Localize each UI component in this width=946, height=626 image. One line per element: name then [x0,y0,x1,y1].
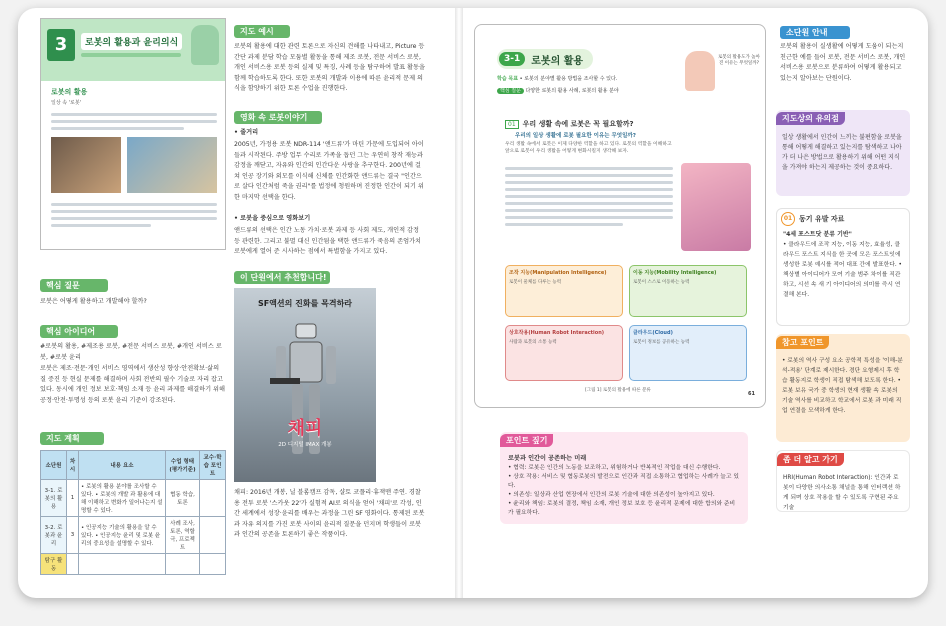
section-title: 로봇의 활용 [531,55,584,67]
plan-cell: • 인공지능 기술의 활용을 알 수 있다. • 인공지능 윤리 및 로봇 윤리의 중요성을 설명할 수 있다. [79,517,166,554]
material-body: • 클라우드에 조작 지능, 이동 지능, 효율성, 클라우드 포스트 지식을 한 곳에 모은 포스트잇에 생성한 로봇 예시를 적어 대표 간에 발표한다. • 책상별 아이디어가 모여 기술 범주 차이를 직관하고, 시선 속 새 기 아이디어의 의미를 즉시 연결해 본다. [783,242,902,298]
card-title: 클라우드(Cloud) [633,330,673,336]
poster-tagline: SF액션의 진화를 목격하라 [257,299,353,308]
pointer-title: 로봇과 인간이 공존하는 미래 [508,455,587,462]
plan-col-header: 소단원 [41,451,67,480]
material-number: 01 [781,212,795,226]
card-manipulation [505,265,623,317]
thumb-text-lines-2 [51,199,217,231]
side-guide-body: 로봇의 활용이 실생활에 어떻게 도움이 되는지 친근한 예를 들어 로봇, 전문 서비스 로봇, 개인 서비스용 로봇으로 분류하여 어떻게 활용되고 있는지 알아보는 단원이다. [780,43,906,82]
extra-box [776,334,910,442]
pointer-item: • 윤리와 책임: 로봇의 결정, 책임 소재, 개인 정보 보호 등 윤리적 문제에 대한 합의와 준비가 필요하다. [508,501,736,516]
material-box [776,208,910,326]
card-cloud [629,325,747,381]
movie-plot-label: • 줄거리 [234,129,259,136]
card-text: 로봇이 스스로 이동하는 능력 [633,280,690,285]
core-question-header: 핵심 질문 [40,279,108,292]
chapter-number: 3 [47,29,75,61]
card-interaction [505,325,623,381]
movie-plot-body: 2005년, 가정용 로봇 NDR-114 '앤드류'가 마틴 가문에 도입되어 아이들과 시작된다. 주방 업무 수리로 가족을 돕던 그는 우연히 창작 재능과 감정을 깨닫고, 자유와 인간의 인간다운 사랑을 추구한다. 200년에 걸쳐 인공 장기와 외모를 이식해 신체를 인간화한 앤드류는 결국 "인간으로 살다 인간처럼 죽을 권리"를 법정에 청원하며 진정한 인간이 되기 위한 마지막 선택을 한다. [234,141,424,201]
thumb-text-lines [51,109,217,134]
card-text: 로봇이 정보를 공유하는 능력 [633,340,690,345]
q1-title-row [505,119,634,129]
pointer-header: 포인트 짚기 [500,434,553,447]
plan-col-header: 내용 요소 [79,451,166,480]
plan-table [40,450,226,575]
table-row [41,517,226,554]
dig-box [776,450,910,512]
goal-text: • 로봇의 분야별 활용 방법을 조사할 수 있다. [519,76,618,82]
plan-col-header: 교수·학습 포인트 [200,451,226,480]
plan-cell [200,517,226,554]
extra-header: 참고 포인트 [776,336,829,349]
pointer-box [500,432,748,524]
guide-header: 지도 예시 [234,25,290,38]
caution-box [776,110,910,196]
movie-header: 영화 속 로봇이야기 [234,111,322,124]
recommend-header: 이 단원에서 추천합니다! [234,271,330,284]
plan-cell [200,554,226,575]
q1-number: 01 [505,120,519,129]
caution-body: 일상 생활에서 인간이 느끼는 불편함을 로봇을 통해 어떻게 해결하고 있는지를 탐색하고 나아가 더 나은 방법으로 활용하기 위해 어떤 지식을 가져야 하는지 제공하는 것이 중요하다. [782,134,902,171]
thumb-photo-1 [51,137,121,193]
page-number: 61 [748,391,755,397]
plan-header: 지도 계획 [40,432,104,445]
figure-caption: [그림 1] 로봇의 활용에 따른 분류 [585,388,651,393]
poster-title: 채피 [287,418,323,439]
recommend-body: 채피: 2016년 개봉, 닐 블롬캠프 감독, 샬토 코플리·휴잭맨 주연. 경찰용 전투 로봇 '스카웃 22'가 실험적 AI로 의식을 얻어 '채피'로 각성, 인간 세계에서 성장·윤리를 배우는 과정을 그린 SF 영화이다. 통제된 로봇과 자유 의지를 가진 로봇 사이의 윤리적 질문을 던지며 학생들이 로봇과 인간의 공존을 토론하기 좋은 작품이다. [234,489,425,538]
table-row [41,480,226,517]
card-title: 상호작용(Human Robot Interaction) [509,330,605,336]
plan-cell: 탐구 활동 [41,554,67,575]
card-title: 이동 지능(Mobility Intelligence) [633,270,717,276]
plan-col-header: 차시 [67,451,79,480]
chapter-title: 로봇의 활용과 윤리의식 [81,33,182,50]
material-header: 동기 유발 자료 [799,215,845,223]
thumb-robot-photo [681,163,751,251]
goal-label: 학습 목표 [497,76,519,82]
question-text: 다양한 로봇의 활용 사례, 로봇의 활용 분야 [525,88,619,94]
section-number: 3-1 [499,52,525,66]
plan-cell [67,554,79,575]
q1-subtitle: 우리의 일상 생활에 로봇 필요한 이유는 무엇일까? [515,133,636,139]
card-text: 사람과 로봇의 소통 능력 [509,340,557,345]
pointer-item: • 의존성: 일상과 산업 현장에서 인간의 로봇 기술에 대한 의존성이 높아지고 있다. [508,492,715,498]
card-mobility [629,265,747,317]
guide-body: 로봇의 활용에 대한 관련 토론으로 자신의 견해를 나타내고, Picture 등 간단 과제 분담 학습 모둠별 활동을 통해 제조 로봇, 전문 서비스 로봇, 개인 서비스용 로봇 등의 실제 및 특징, 사례 등을 탐구하여 발표 활동을 함께 학습하도록 한다. 또한 로봇의 개발과 이용에 따른 윤리적 문제 의식을 함양하기 위한 토론 수업을 진행한다. [234,43,425,92]
book-spine [455,8,463,598]
speech-bubble: 로봇의 활용도가 높아진 이유는 무엇일까? [718,55,760,66]
q1-title: 우리 생활 속에 로봇은 꼭 필요할까? [522,120,634,128]
thumb-photo-2 [127,137,217,193]
section-banner [497,49,593,69]
plan-cell: 3-1. 로봇의 활용 [41,480,67,517]
right-page-thumbnail [474,24,766,408]
plan-cell [200,480,226,517]
core-idea-body: 로봇은 제조·전문·개인 서비스 영역에서 생산성 향상·안전확보·삶의 질 증진 등 현실 문제를 해결하며 사회 전반의 필수 기술로 자리 잡고 있다. 동시에 개인 정보 보호·책임 소재 등 윤리 과제를 해결하기 위해 공정·안전·투명성 등의 로봇 윤리 기준이 강조된다. [40,365,225,404]
core-idea-tags: #로봇의 활용, #제조용 로봇, #전문 서비스 로봇, #개인 서비스 로봇, #로봇 윤리 [40,343,222,361]
dig-header: 좀 더 알고 가기 [777,453,844,466]
pointer-item: • 협력: 로봇은 인간의 노동을 보조하고, 위험하거나 반복적인 작업을 대신 수행한다. [508,465,721,471]
movie-focus-label: • 로봇을 중심으로 영화보기 [234,215,311,222]
material-title: "4세 포스트닷 분류 기반" [783,231,852,238]
section-caption: 일상 속 '로봇' [51,100,82,106]
card-text: 로봇이 물체를 다루는 능력 [509,280,562,285]
plan-cell: 3-2. 로봇과 윤리 [41,517,67,554]
core-question-body: 로봇은 어떻게 활용하고 개발해야 할까? [40,298,147,305]
pointer-item: • 상호 작용: 서비스 및 협동로봇의 발전으로 인간과 직접 소통하고 협업하는 사례가 늘고 있다. [508,474,739,489]
side-guide-header: 소단원 안내 [780,26,850,39]
caution-header: 지도상의 유의점 [776,112,845,125]
poster-subtitle: 2D 디지털 IMAX 개봉 [278,442,332,448]
plan-cell [79,554,166,575]
table-row [41,554,226,575]
goal-row [497,75,677,82]
extra-body: • 로봇의 역사 구성 요소 공학적 특성을 '이해-분석-적용' 단계로 제시한다. 경단 요형제시 후 학습 활동지로 학생이 직접 탐색해 보도록 한다. • 로봇 보유 국가 중 학생의 현재 생활 속 로봇의 기술 역사를 비교하고 학교에서 로봇 과 미래 직업 연결을 모색하게 한다. [782,358,903,414]
section-title: 로봇의 활용 [51,88,88,96]
plan-col-header: 수업 형태 (평가기준) [166,451,200,480]
chapter-banner [41,19,226,81]
plan-cell: 협동 학습, 토론 [166,480,200,517]
dig-body: HRI(Human Robot Interaction): 인간과 로봇이 다양한 의사소통 채널을 통해 인터랙션 하게 되며 상호 작용을 할 수 있도록 구현된 주요 기술 [783,475,901,511]
plan-cell: 1 [67,480,79,517]
plan-cell: 사례 조사, 토론, 역할극, 프로젝트 [166,517,200,554]
student-illustration [685,51,715,91]
thumb-body-lines [505,163,673,230]
material-header-row [777,209,909,229]
movie-focus-body: 앤드류의 선택은 인간 노동 가치·로봇 과제 등 사회 제도, 개인적 감정 등 관련한. 그리고 불멸 대신 인간됨을 택한 앤드류가 죽음의 존엄가치 로봇에게 열어 준 시사하는 점에서 특별함을 가지고 있다. [234,227,422,255]
left-page-thumbnail [40,18,226,250]
plan-table-wrap [40,450,226,580]
plan-cell: • 로봇의 활용 분야를 조사할 수 있다. • 로봇의 개발 과 활용에 대해 이해하고 변화가 일어나는지 설명할 수 있다. [79,480,166,517]
plan-cell: 3 [67,517,79,554]
card-title: 조작 지능(Manipulation Intelligence) [509,270,607,276]
robot-illustration [191,25,219,65]
thumb-body: 우리 생활 속에서 로봇은 이제 다양한 역할을 하고 있다. 로봇의 역할을 이해하고 앞으로 로봇이 우리 생활을 어떻게 변화시킬지 생각해 보자. [505,142,672,154]
question-label: 핵심 질문 [497,88,524,94]
movie-poster [234,288,376,482]
core-idea-header: 핵심 아이디어 [40,325,118,338]
question-row [497,87,677,94]
plan-cell [166,554,200,575]
